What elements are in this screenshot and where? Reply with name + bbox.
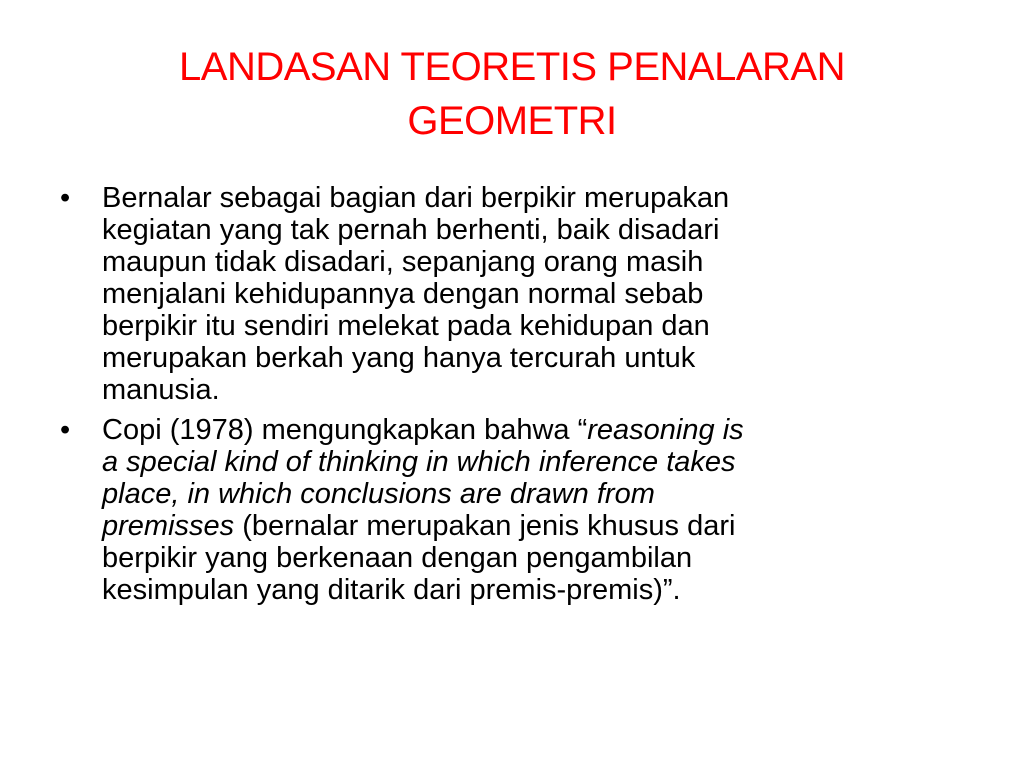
bullet-2-line-1 — [102, 414, 958, 446]
bullet-1-line: kegiatan yang tak pernah berhenti, baik disadari — [102, 214, 720, 246]
bullet-1-line: Bernalar sebagai bagian dari berpikir merupakan — [102, 182, 730, 214]
title-line-2: GEOMETRI — [407, 99, 617, 143]
bullet-1-line: menjalani kehidupannya dengan normal sebab — [102, 278, 704, 310]
quote-italic-text: premisses — [102, 510, 235, 542]
bullet-dot: • — [60, 414, 71, 446]
title-line-1: LANDASAN TEORETIS PENALARAN — [179, 45, 845, 89]
bullet-2-line: kesimpulan yang ditarik dari premis-premis)”. — [102, 574, 681, 606]
bullet-dot: • — [60, 182, 71, 214]
slide-title — [80, 40, 944, 148]
bullet-1-line: berpikir itu sendiri melekat pada kehidupan dan — [102, 310, 710, 342]
bullet-2-line-4 — [102, 510, 958, 542]
bullet-item-1 — [58, 182, 958, 406]
bullet-item-2 — [58, 414, 958, 606]
quote-italic-text: reasoning is — [587, 414, 744, 446]
bullet-list — [58, 182, 958, 614]
bullet-2-line: berpikir yang berkenaan dengan pengambilan — [102, 542, 693, 574]
quote-italic-line: a special kind of thinking in which inference takes — [102, 446, 736, 478]
bullet-1-line: manusia. — [102, 374, 220, 406]
bullet-1-line: maupun tidak disadari, sepanjang orang masih — [102, 246, 704, 278]
translation-text: (bernalar merupakan jenis khusus dari — [234, 510, 736, 542]
bullet-1-line: merupakan berkah yang hanya tercurah untuk — [102, 342, 696, 374]
bullet-2-intro-text: Copi (1978) mengungkapkan bahwa “ — [102, 414, 588, 446]
quote-italic-line: place, in which conclusions are drawn from — [102, 478, 655, 510]
